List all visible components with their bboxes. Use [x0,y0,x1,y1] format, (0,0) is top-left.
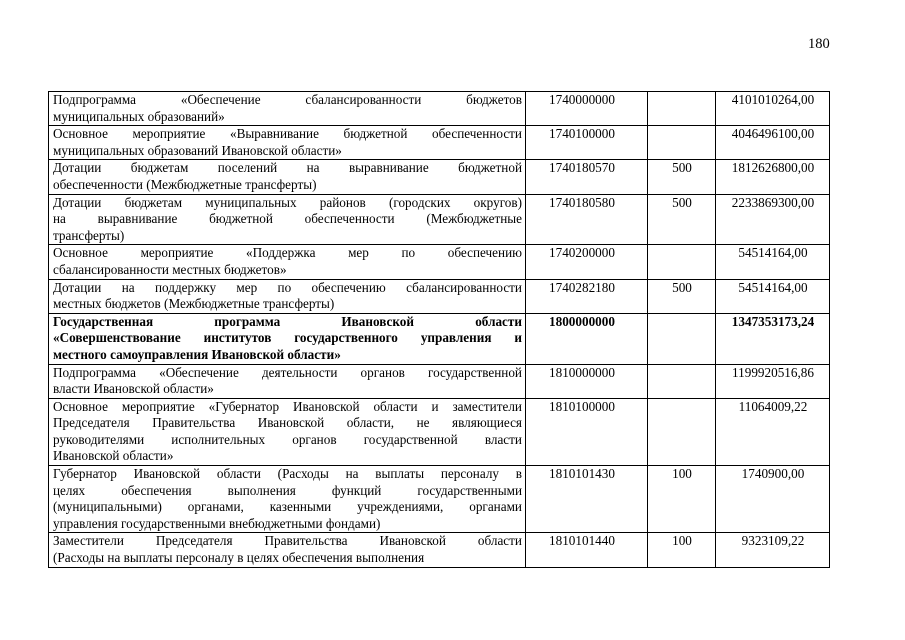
expense-name-cell [49,533,526,567]
expense-name-line: Основное мероприятие «Губернатор Ивановской области и заместители [53,398,522,414]
expense-name-cell [49,160,526,194]
expense-type-cell: 100 [648,466,716,533]
expense-name-line: Подпрограмма «Обеспечение сбалансированности бюджетов [53,92,522,107]
table-row [49,92,830,126]
expense-name-line: власти Ивановской области» [53,381,214,397]
expense-name-cell [49,245,526,279]
expense-name-line: (Расходы на выплаты персоналу в целях обеспечения выполнения [53,550,425,566]
amount-cell: 1347353173,24 [716,313,830,364]
expense-name-line: управления государственными внебюджетными фондами) [53,515,381,531]
target-code-cell: 1800000000 [526,313,648,364]
expense-name-line: Основное мероприятие «Выравнивание бюджетной обеспеченности [53,126,522,142]
table-row [49,279,830,313]
expense-name-cell [49,279,526,313]
expense-type-cell [648,398,716,465]
target-code-cell: 1740100000 [526,126,648,160]
budget-table [48,91,830,568]
expense-name-line: целях обеспечения выполнения функций государственными [53,482,522,498]
expense-name-cell [49,313,526,364]
target-code-cell: 1740000000 [526,92,648,126]
amount-cell: 11064009,22 [716,398,830,465]
page-number: 180 [808,36,830,52]
expense-name-line: трансферты) [53,227,125,243]
expense-name-cell [49,194,526,245]
expense-name-line: Губернатор Ивановской области (Расходы на выплаты персоналу в [53,466,522,482]
expense-type-cell [648,364,716,398]
expense-name-cell [49,92,526,126]
amount-cell: 2233869300,00 [716,194,830,245]
amount-cell: 4101010264,00 [716,92,830,126]
amount-cell: 1812626800,00 [716,160,830,194]
expense-type-cell [648,313,716,364]
table-row [49,398,830,465]
amount-cell: 9323109,22 [716,533,830,567]
table-row [49,194,830,245]
expense-name-line: Основное мероприятие «Поддержка мер по обеспечению [53,245,522,261]
expense-name-line: Подпрограмма «Обеспечение деятельности органов государственной [53,364,522,380]
expense-type-cell: 500 [648,279,716,313]
expense-type-cell [648,92,716,126]
table-row [49,313,830,364]
target-code-cell: 1740200000 [526,245,648,279]
target-code-cell: 1810000000 [526,364,648,398]
expense-name-cell [49,364,526,398]
expense-name-line: Дотации бюджетам поселений на выравнивание бюджетной [53,160,522,176]
amount-cell: 1740900,00 [716,466,830,533]
expense-type-cell: 100 [648,533,716,567]
expense-name-cell [49,126,526,160]
expense-name-line: обеспеченности (Межбюджетные трансферты) [53,176,317,192]
target-code-cell: 1740282180 [526,279,648,313]
expense-name-line: «Совершенствование институтов государственного управления и [53,330,522,346]
amount-cell: 54514164,00 [716,279,830,313]
expense-name-line: местного самоуправления Ивановской области» [53,346,341,362]
table-row [49,126,830,160]
table-row [49,466,830,533]
table-row [49,533,830,567]
table-row [49,245,830,279]
table-row [49,160,830,194]
table-row [49,364,830,398]
expense-name-line: Государственная программа Ивановской области [53,313,522,329]
expense-name-line: Дотации бюджетам муниципальных районов (городских округов) [53,194,522,210]
expense-name-line: муниципальных образований» [53,108,225,124]
expense-name-line: Дотации на поддержку мер по обеспечению сбалансированности [53,279,522,295]
target-code-cell: 1810101430 [526,466,648,533]
expense-name-line: Председателя Правительства Ивановской области, не являющиеся [53,415,522,431]
expense-name-line: Заместители Председателя Правительства Ивановской области [53,533,522,549]
expense-name-line: муниципальных образований Ивановской области» [53,142,342,158]
amount-cell: 1199920516,86 [716,364,830,398]
target-code-cell: 1740180580 [526,194,648,245]
amount-cell: 54514164,00 [716,245,830,279]
expense-type-cell: 500 [648,194,716,245]
target-code-cell: 1740180570 [526,160,648,194]
expense-name-line: местных бюджетов (Межбюджетные трансферты) [53,296,335,312]
expense-type-cell [648,245,716,279]
expense-name-line: руководителями исполнительных органов государственной власти [53,431,522,447]
expense-type-cell: 500 [648,160,716,194]
expense-name-line: Ивановской области» [53,448,174,464]
expense-name-cell [49,466,526,533]
amount-cell: 4046496100,00 [716,126,830,160]
expense-name-line: на выравнивание бюджетной обеспеченности (Межбюджетные [53,211,522,227]
expense-name-line: (муниципальными) органами, казенными учреждениями, органами [53,499,522,515]
target-code-cell: 1810100000 [526,398,648,465]
expense-type-cell [648,126,716,160]
target-code-cell: 1810101440 [526,533,648,567]
expense-name-cell [49,398,526,465]
expense-name-line: сбалансированности местных бюджетов» [53,261,287,277]
budget-table-body [49,92,830,568]
